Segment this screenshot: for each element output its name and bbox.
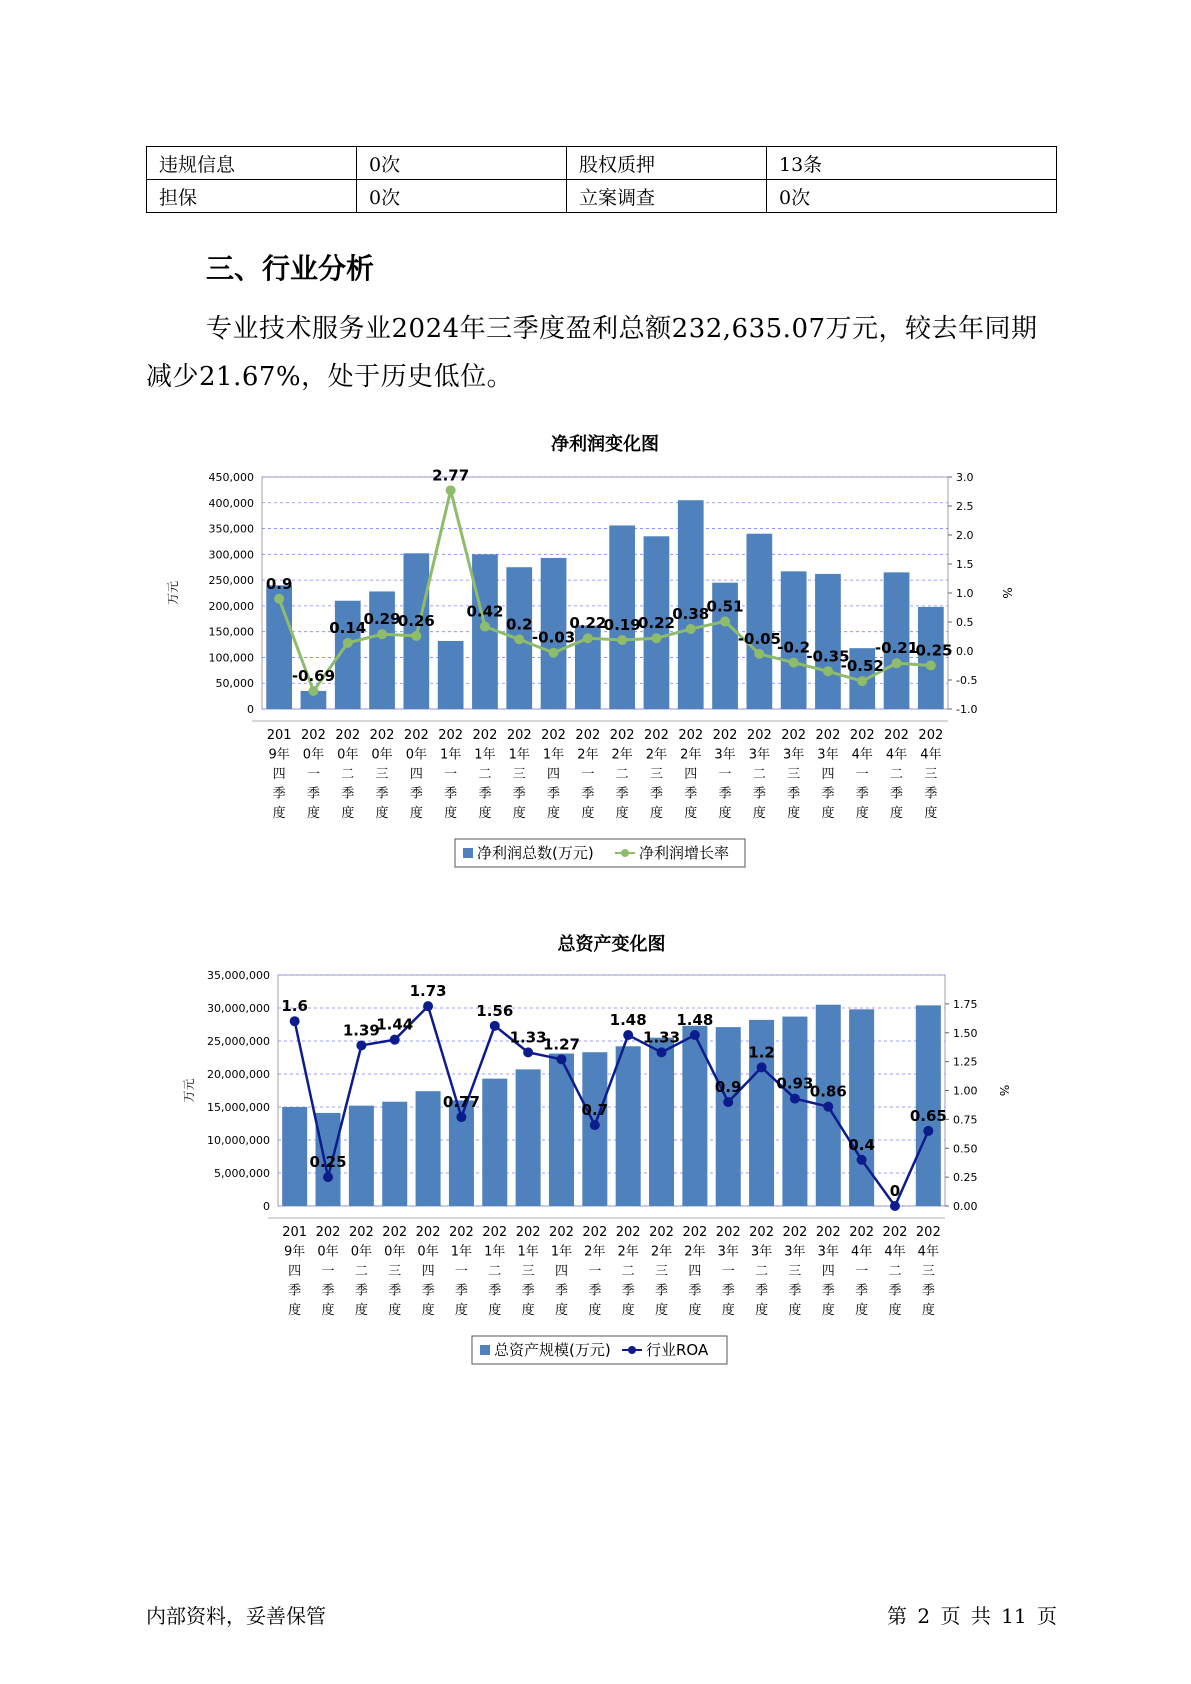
- legend-marker: [628, 1346, 636, 1354]
- legend-entry: 行业ROA: [646, 1341, 709, 1359]
- data-label: 1.6: [281, 997, 308, 1016]
- x-tick-label: 202 4年三季度: [915, 1225, 941, 1318]
- bar: [815, 574, 841, 709]
- data-label: 0.38: [672, 604, 710, 623]
- y-tick-label: 200,000: [208, 599, 254, 613]
- x-tick-label: 202 2年四季度: [682, 1225, 708, 1318]
- line-point: [892, 658, 902, 668]
- line-point: [377, 629, 387, 639]
- line-point: [757, 1062, 767, 1072]
- y2-tick-label: 0.5: [956, 616, 974, 629]
- data-label: 1.48: [609, 1011, 647, 1030]
- chart-title: 总资产变化图: [557, 934, 666, 955]
- y-tick-label: 250,000: [208, 574, 254, 588]
- y-tick-label: 0: [247, 703, 254, 716]
- data-label: -0.25: [909, 641, 953, 660]
- line-point: [857, 1155, 867, 1165]
- x-tick-label: 202 0年一季度: [301, 728, 326, 821]
- data-label: 0.22: [569, 614, 607, 633]
- data-label: 0.7: [581, 1101, 609, 1120]
- line-point: [480, 622, 490, 632]
- data-label: -0.05: [737, 629, 781, 648]
- legend-entry: 净利润增长率: [639, 844, 730, 862]
- x-tick-label: 202 3年二季度: [746, 728, 772, 821]
- x-tick-label: 201 9年四季度: [282, 1225, 308, 1318]
- x-tick-label: 202 3年二季度: [749, 1225, 774, 1318]
- line-point: [308, 686, 318, 696]
- y-tick-label: 25,000,000: [207, 1035, 270, 1048]
- line-point: [657, 1047, 667, 1057]
- y-tick-label: 400,000: [208, 496, 254, 510]
- chart-title: 净利润变化图: [551, 434, 659, 455]
- line-point: [623, 1030, 633, 1040]
- y2-tick-label: -1.0: [956, 703, 978, 716]
- y-tick-label: 100,000: [208, 651, 254, 665]
- x-tick-label: 202 2年三季度: [644, 728, 669, 821]
- bar: [438, 641, 464, 709]
- x-tick-label: 202 3年三季度: [781, 728, 807, 821]
- y2-tick-label: 2.0: [956, 529, 974, 542]
- page-number: 第 2 页 共 11 页: [887, 1604, 1057, 1628]
- line-point: [423, 1001, 433, 1011]
- bar: [849, 1009, 874, 1206]
- x-tick-label: 202 2年四季度: [678, 728, 704, 821]
- bar: [649, 1038, 674, 1206]
- line-point: [790, 1094, 800, 1104]
- footer-note: 内部资料，妥善保管: [146, 1604, 326, 1628]
- data-label: 0.19: [603, 615, 641, 634]
- y-tick-label: 30,000,000: [207, 1002, 270, 1015]
- y2-tick-label: 1.25: [953, 1055, 978, 1069]
- y2-axis-label: %: [1000, 587, 1014, 599]
- bar: [472, 554, 498, 709]
- bar: [369, 591, 395, 709]
- line-point: [274, 594, 284, 604]
- line-point: [411, 631, 421, 641]
- line-point: [890, 1201, 900, 1211]
- line-point: [754, 649, 764, 659]
- y2-tick-label: 3.0: [956, 471, 974, 484]
- line-point: [490, 1021, 500, 1031]
- line-point: [514, 634, 524, 644]
- line-point: [590, 1120, 600, 1130]
- y-tick-label: 35,000,000: [207, 969, 270, 982]
- data-label: 1.48: [676, 1011, 714, 1030]
- line-point: [549, 648, 559, 658]
- data-label: 1.2: [748, 1043, 775, 1062]
- legend-entry: 总资产规模(万元): [494, 1341, 611, 1359]
- net-profit-chart: [0, 425, 1191, 885]
- x-tick-label: 202 1年一季度: [438, 728, 464, 821]
- line-point: [789, 658, 799, 668]
- data-label: 0.22: [637, 614, 675, 633]
- y-tick-label: 10,000,000: [207, 1134, 270, 1147]
- x-tick-label: 202 1年四季度: [549, 1225, 574, 1318]
- section-title: 三、行业分析: [206, 252, 375, 285]
- bar: [616, 1046, 641, 1206]
- x-tick-label: 202 3年四季度: [815, 1225, 841, 1318]
- legend: [455, 839, 745, 867]
- y2-tick-label: 1.75: [953, 997, 978, 1011]
- y2-tick-label: 1.00: [953, 1084, 978, 1098]
- line-point: [323, 1172, 333, 1182]
- table-cell: 0次: [357, 147, 567, 180]
- table-cell: 0次: [357, 180, 567, 213]
- data-label: 0.25: [309, 1153, 347, 1172]
- y-tick-label: 350,000: [208, 522, 254, 536]
- legend-swatch: [463, 848, 473, 858]
- data-label: 2.77: [432, 466, 470, 485]
- x-tick-label: 202 0年四季度: [403, 728, 429, 821]
- line-point: [926, 661, 936, 671]
- line-point: [823, 1102, 833, 1112]
- data-label: 1.27: [542, 1035, 580, 1054]
- bar: [382, 1102, 407, 1206]
- x-tick-label: 202 2年一季度: [575, 728, 601, 821]
- legend-marker: [621, 849, 629, 857]
- bar: [716, 1027, 741, 1206]
- data-label: 0.2: [505, 615, 533, 634]
- y-axis-label: 万元: [182, 1078, 196, 1103]
- y2-tick-label: 1.50: [953, 1026, 978, 1040]
- x-tick-label: 202 3年三季度: [782, 1225, 808, 1318]
- legend-entry: 净利润总数(万元): [477, 844, 594, 862]
- x-tick-label: 202 1年三季度: [506, 728, 532, 821]
- data-label: -0.03: [531, 628, 576, 647]
- x-tick-label: 202 0年四季度: [415, 1225, 441, 1318]
- line-point: [583, 633, 593, 643]
- y-tick-label: 150,000: [208, 625, 254, 639]
- x-tick-label: 202 3年四季度: [815, 728, 841, 821]
- x-tick-label: 202 1年四季度: [541, 728, 566, 821]
- y2-tick-label: 0.0: [956, 645, 974, 658]
- x-tick-label: 202 2年一季度: [582, 1225, 608, 1318]
- line-point: [523, 1047, 533, 1057]
- line-point: [456, 1112, 466, 1122]
- y2-tick-label: 0.75: [953, 1113, 978, 1127]
- bar: [782, 1017, 807, 1206]
- y2-tick-label: 0.00: [953, 1200, 978, 1213]
- y2-tick-label: 2.5: [956, 500, 974, 513]
- x-tick-label: 202 4年二季度: [882, 1225, 908, 1318]
- line-point: [651, 633, 661, 643]
- bar: [349, 1106, 374, 1206]
- data-label: 1.33: [509, 1028, 547, 1047]
- y2-tick-label: 0.25: [953, 1171, 978, 1185]
- y2-tick-label: 1.0: [956, 587, 974, 600]
- data-label: 1.73: [409, 982, 447, 1001]
- line-point: [857, 676, 867, 686]
- y-axis-label: 万元: [166, 580, 180, 606]
- x-tick-label: 202 2年三季度: [649, 1225, 674, 1318]
- y-tick-label: 450,000: [208, 471, 254, 484]
- bar: [516, 1069, 541, 1206]
- y-tick-label: 0: [263, 1200, 270, 1213]
- legend: [472, 1336, 727, 1364]
- data-label: -0.52: [840, 657, 884, 676]
- data-label: 0: [889, 1182, 901, 1200]
- y-tick-label: 5,000,000: [214, 1167, 270, 1180]
- line-point: [356, 1040, 366, 1050]
- y-tick-label: 20,000,000: [207, 1068, 270, 1081]
- table-cell: 立案调查: [567, 180, 767, 213]
- y-tick-label: 300,000: [208, 548, 254, 562]
- line-point: [686, 624, 696, 634]
- x-tick-label: 202 0年一季度: [315, 1225, 341, 1318]
- data-label: 0.77: [442, 1093, 480, 1112]
- line-point: [720, 616, 730, 626]
- y-tick-label: 50,000: [215, 677, 254, 691]
- x-tick-label: 202 1年三季度: [515, 1225, 541, 1318]
- data-label: 0.93: [776, 1074, 814, 1093]
- x-tick-label: 202 3年一季度: [712, 728, 738, 821]
- data-label: 0.4: [848, 1135, 875, 1154]
- line-point: [723, 1097, 733, 1107]
- data-label: 1.44: [376, 1015, 414, 1034]
- x-tick-label: 202 4年一季度: [849, 1225, 875, 1318]
- data-label: 0.14: [329, 618, 367, 637]
- table-cell: 0次: [767, 180, 1057, 213]
- line-point: [617, 635, 627, 645]
- table-row: [147, 180, 1057, 213]
- bar: [282, 1107, 307, 1206]
- data-label: 0.9: [714, 1078, 742, 1097]
- data-label: 1.56: [476, 1001, 514, 1020]
- x-tick-label: 202 4年三季度: [918, 728, 944, 821]
- x-tick-label: 202 4年二季度: [884, 728, 909, 821]
- bar: [746, 534, 772, 709]
- body-paragraph: 专业技术服务业2024年三季度盈利总额232,635.07万元，较去年同期减少21.67%，处于历史低位。: [146, 314, 1038, 392]
- data-label: 0.51: [706, 597, 744, 616]
- line-point: [390, 1035, 400, 1045]
- data-label: 0.9: [265, 574, 293, 593]
- bar: [482, 1079, 507, 1206]
- y2-tick-label: 1.5: [956, 558, 974, 571]
- x-tick-label: 202 2年二季度: [609, 728, 635, 821]
- table-cell: 13条: [767, 147, 1057, 180]
- x-tick-label: 202 1年二季度: [482, 1225, 508, 1318]
- line-point: [290, 1016, 300, 1026]
- table-cell: 违规信息: [147, 147, 357, 180]
- table-cell: 股权质押: [567, 147, 767, 180]
- table-cell: 担保: [147, 180, 357, 213]
- line-point: [446, 485, 456, 495]
- bar: [916, 1005, 941, 1206]
- y2-tick-label: -0.5: [956, 674, 978, 687]
- x-tick-label: 202 0年二季度: [335, 728, 361, 821]
- y-tick-label: 15,000,000: [207, 1101, 270, 1114]
- data-label: -0.21: [874, 639, 919, 658]
- y2-axis-label: %: [997, 1084, 1011, 1097]
- x-tick-label: 202 0年三季度: [382, 1225, 408, 1318]
- data-label: 1.33: [643, 1028, 681, 1047]
- legend-swatch: [480, 1345, 490, 1355]
- data-label: -0.69: [291, 667, 336, 686]
- data-label: 0.42: [466, 602, 504, 621]
- x-tick-label: 202 2年二季度: [615, 1225, 641, 1318]
- data-label: 1.39: [342, 1021, 380, 1040]
- y2-tick-label: 0.50: [953, 1142, 978, 1156]
- data-label: -0.35: [806, 647, 850, 666]
- x-tick-label: 202 1年一季度: [449, 1225, 474, 1318]
- line-point: [823, 666, 833, 676]
- line-point: [923, 1126, 933, 1136]
- data-label: 0.65: [909, 1106, 947, 1125]
- x-tick-label: 202 0年二季度: [348, 1225, 374, 1318]
- data-label: -0.2: [777, 638, 811, 657]
- line-point: [690, 1030, 700, 1040]
- line-point: [343, 638, 353, 648]
- total-assets-chart: [0, 925, 1191, 1395]
- table-row: [147, 147, 1057, 180]
- data-label: 0.86: [809, 1082, 847, 1101]
- x-tick-label: 201 9年四季度: [266, 728, 292, 821]
- data-label: 0.29: [363, 610, 401, 629]
- x-tick-label: 202 1年二季度: [472, 728, 498, 821]
- x-tick-label: 202 3年一季度: [715, 1225, 741, 1318]
- info-table: [146, 146, 1057, 213]
- data-label: 0.26: [397, 611, 435, 630]
- bar: [416, 1091, 441, 1206]
- bar: [266, 585, 292, 709]
- x-tick-label: 202 0年三季度: [369, 728, 395, 821]
- x-tick-label: 202 4年一季度: [849, 728, 875, 821]
- line-point: [556, 1054, 566, 1064]
